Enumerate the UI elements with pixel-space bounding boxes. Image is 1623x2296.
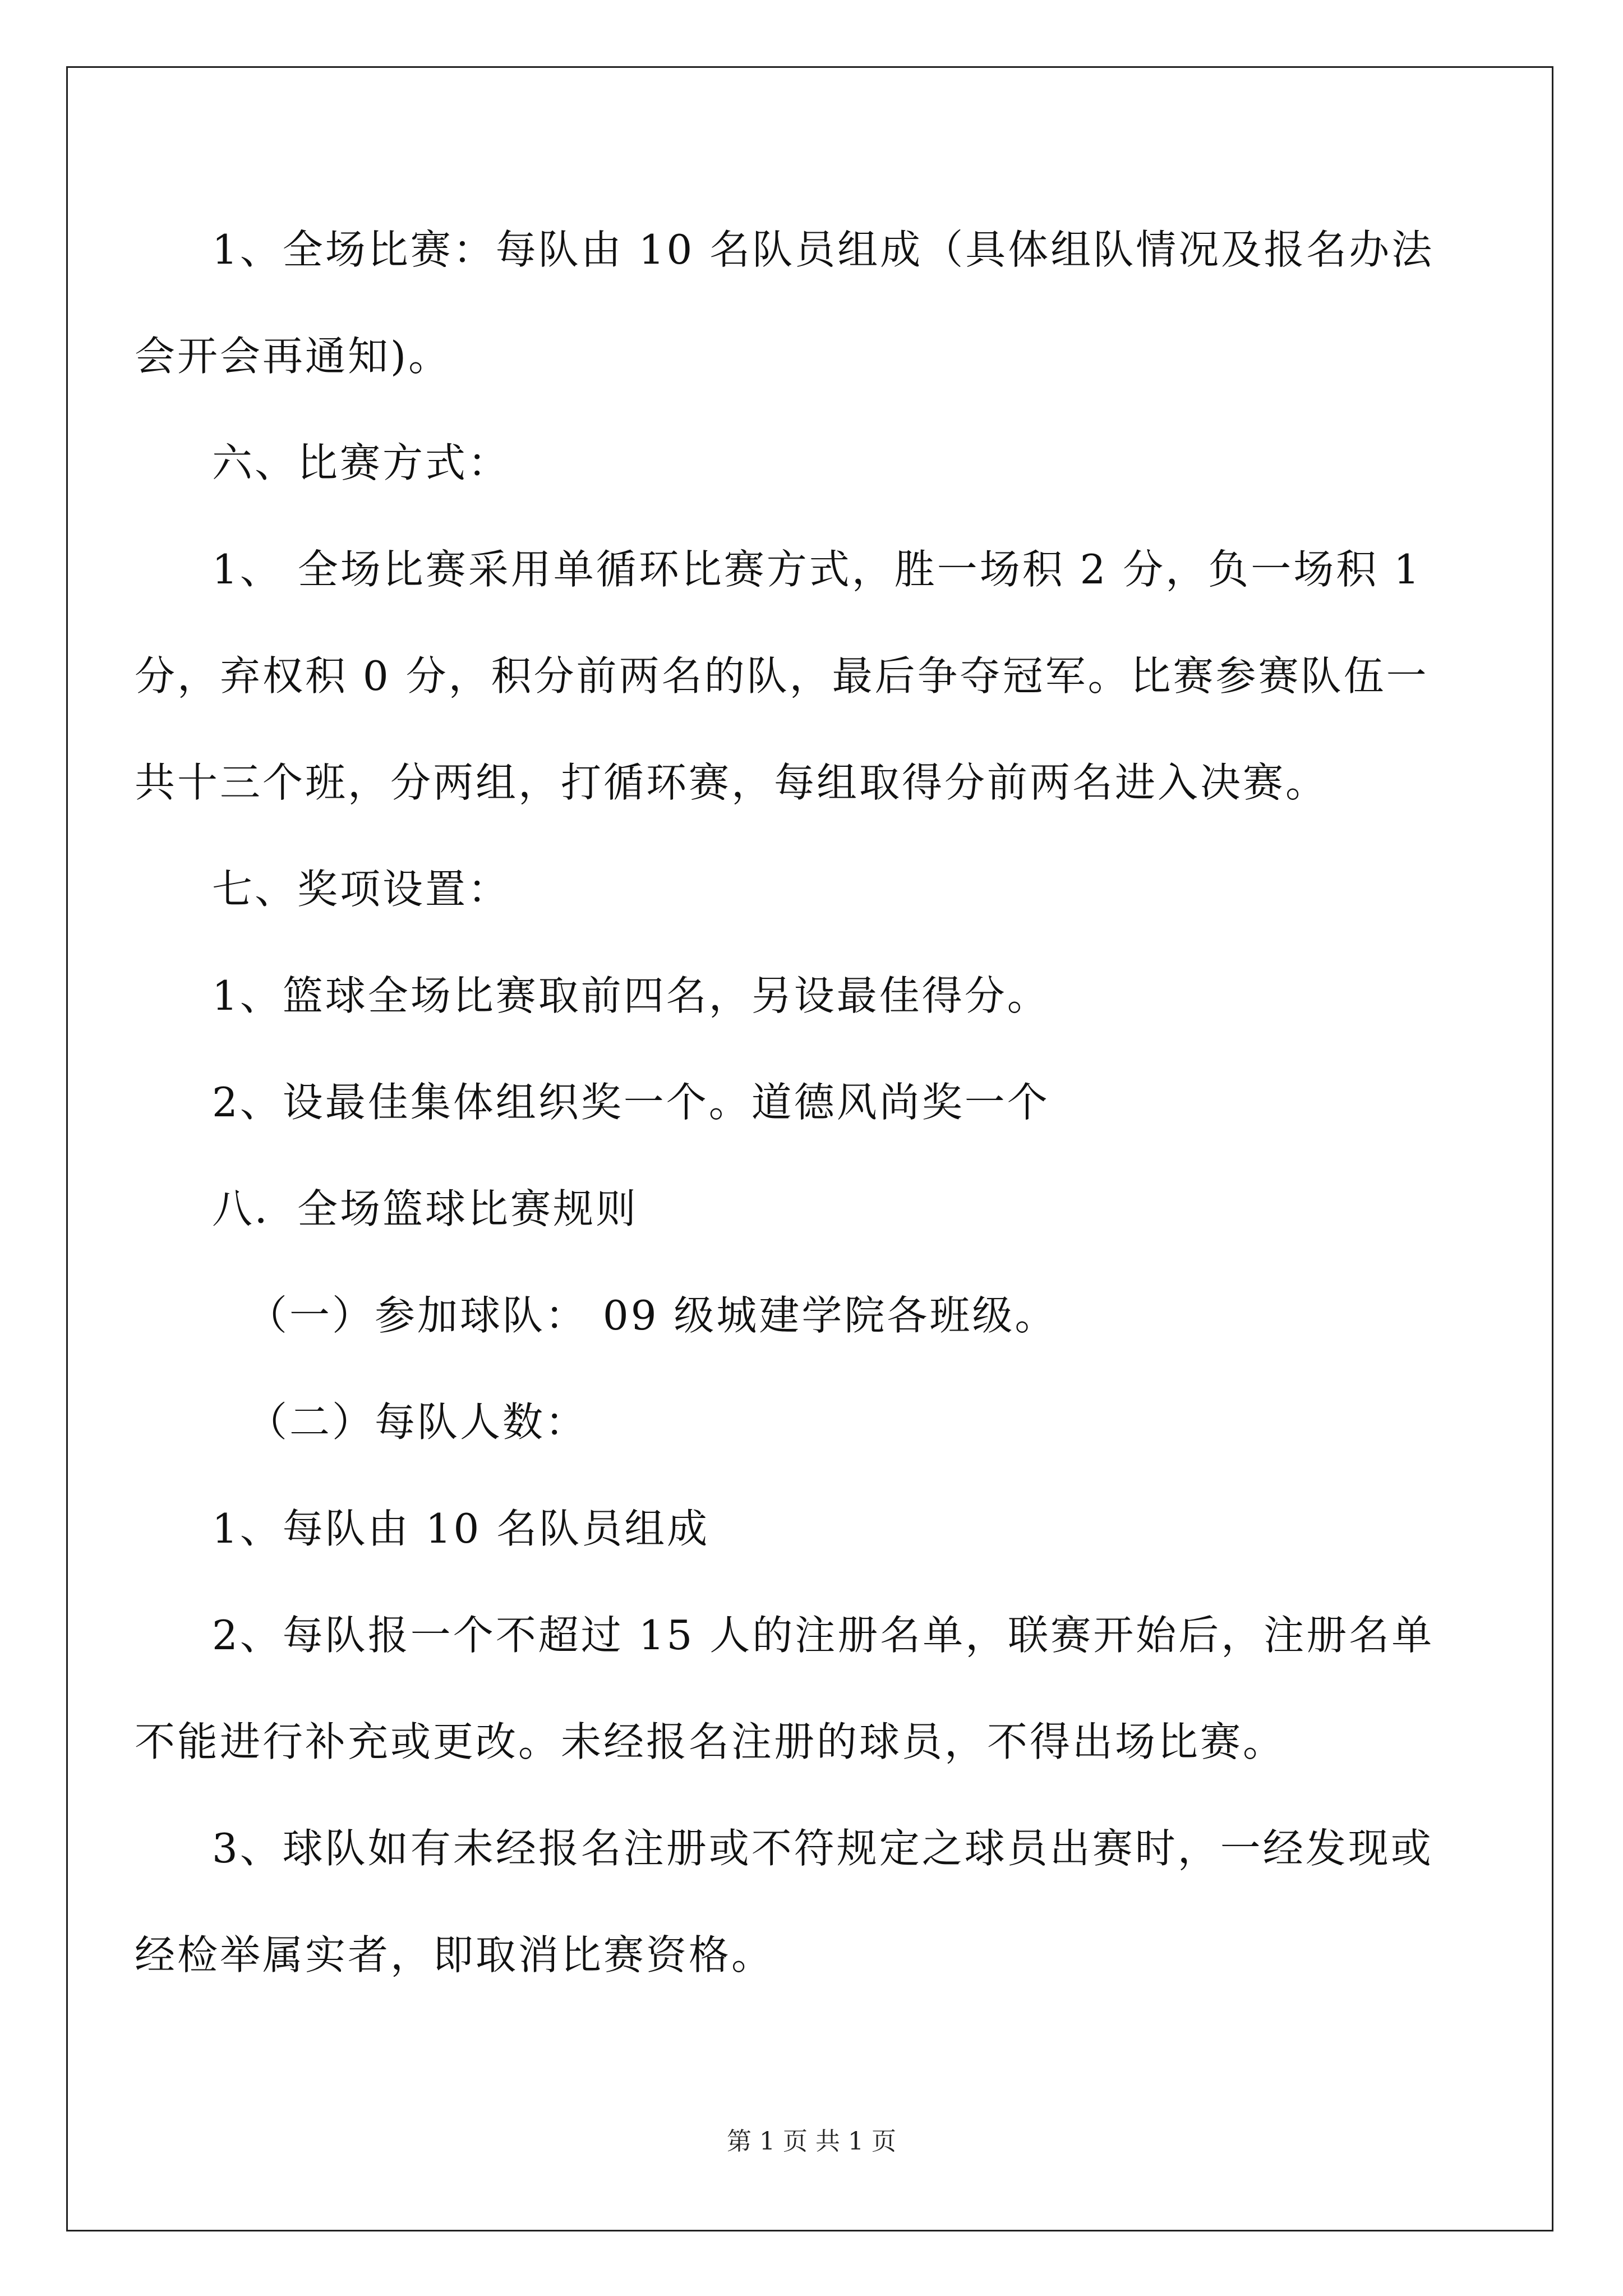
paragraph-3-line-2: 分，弃权积 0 分，积分前两名的队，最后争夺冠军。比赛参赛队伍一 — [135, 652, 1429, 700]
rule-item-2-line-2: 不能进行补充或更改。未经报名注册的球员，不得出场比赛。 — [135, 1718, 1286, 1765]
rule-item-3-line-1: 3、球队如有未经报名注册或不符规定之球员出赛时，一经发现或 — [212, 1825, 1433, 1872]
section-heading-seven: 七、奖项设置： — [212, 866, 511, 913]
paragraph-3-line-3: 共十三个班，分两组，打循环赛，每组取得分前两名进入决赛。 — [135, 759, 1329, 806]
section-heading-six: 六、比赛方式： — [212, 439, 511, 486]
rule-item-3-line-2: 经检举属实者，即取消比赛资格。 — [135, 1931, 774, 1978]
rule-item-1: 1、每队由 10 名队员组成 — [212, 1505, 710, 1552]
paragraph-1-line-2: 会开会再通知)。 — [135, 333, 451, 380]
award-item-2: 2、设最佳集体组织奖一个。道德风尚奖一个 — [212, 1079, 1050, 1126]
rule-team-size-heading: （二）每队人数： — [247, 1398, 588, 1446]
rule-item-2-line-1: 2、每队报一个不超过 15 人的注册名单，联赛开始后，注册名单 — [212, 1612, 1435, 1659]
paragraph-1-line-1: 1、全场比赛：每队由 10 名队员组成（具体组队情况及报名办法 — [212, 226, 1435, 273]
rule-participating-teams: （一）参加球队： 09 级城建学院各班级。 — [247, 1292, 1058, 1339]
award-item-1: 1、篮球全场比赛取前四名，另设最佳得分。 — [212, 972, 1050, 1019]
page-number-footer: 第 1 页 共 1 页 — [727, 2127, 896, 2156]
page-border — [66, 66, 1553, 2231]
section-heading-eight: 八．全场篮球比赛规则 — [212, 1185, 639, 1232]
paragraph-3-line-1: 1、 全场比赛采用单循环比赛方式，胜一场积 2 分，负一场积 1 — [212, 546, 1422, 593]
